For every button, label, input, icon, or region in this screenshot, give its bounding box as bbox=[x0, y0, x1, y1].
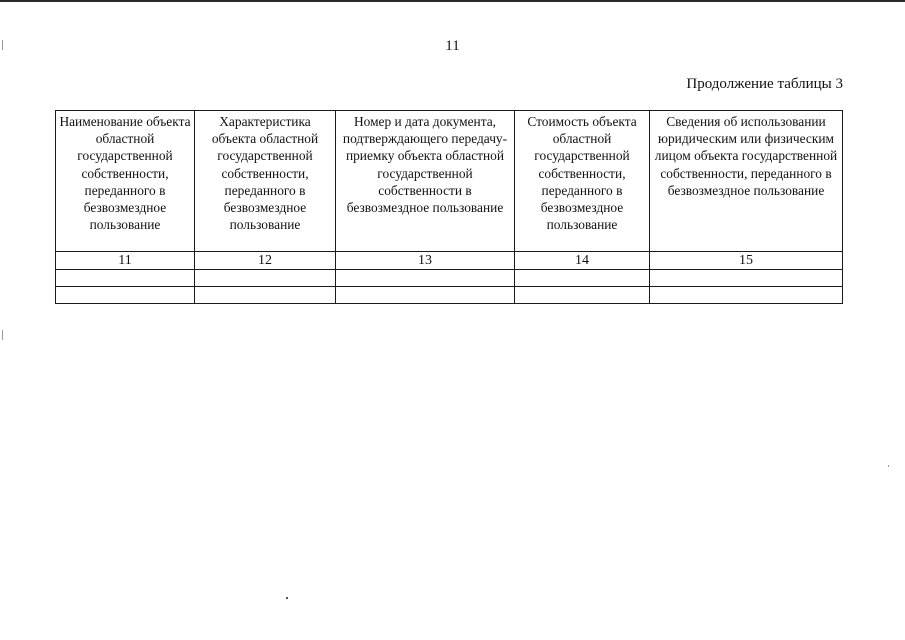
page-number: 11 bbox=[445, 38, 460, 54]
scan-speck bbox=[2, 40, 3, 50]
table-cell bbox=[650, 270, 843, 287]
column-number-cell: 14 bbox=[515, 252, 650, 270]
table-cell bbox=[195, 287, 336, 304]
table-header-row bbox=[56, 111, 843, 252]
column-header-object-name: Наименование объекта областной государственной собственности, переданного в безвозмездное пользование bbox=[56, 111, 195, 252]
data-table bbox=[55, 110, 843, 304]
column-number-cell: 15 bbox=[650, 252, 843, 270]
scan-speck bbox=[2, 330, 3, 340]
scan-speck bbox=[286, 597, 288, 599]
table-continuation-label: Продолжение таблицы 3 bbox=[686, 76, 843, 92]
table-cell bbox=[336, 287, 515, 304]
table-cell bbox=[650, 287, 843, 304]
column-header-object-value: Стоимость объекта областной государственной собственности, переданного в безвозмездное пользование bbox=[515, 111, 650, 252]
top-border-line bbox=[0, 0, 905, 2]
table-cell bbox=[515, 270, 650, 287]
column-number-row bbox=[56, 252, 843, 270]
column-number-cell: 13 bbox=[336, 252, 515, 270]
column-header-document-number-date: Номер и дата документа, подтверждающего передачу-приемку объекта областной государственной собственности в безвозмездное пользование bbox=[336, 111, 515, 252]
table-row bbox=[56, 270, 843, 287]
table-cell bbox=[336, 270, 515, 287]
column-header-object-characteristic: Характеристика объекта областной государственной собственности, переданного в безвозмездное пользование bbox=[195, 111, 336, 252]
table-cell bbox=[195, 270, 336, 287]
table-cell bbox=[56, 287, 195, 304]
column-number-cell: 11 bbox=[56, 252, 195, 270]
table-row bbox=[56, 287, 843, 304]
table-cell bbox=[515, 287, 650, 304]
scan-speck bbox=[888, 465, 889, 467]
column-number-cell: 12 bbox=[195, 252, 336, 270]
column-header-usage-info: Сведения об использовании юридическим или физическим лицом объекта государственной собственности, переданного в безвозмездное пользование bbox=[650, 111, 843, 252]
table-cell bbox=[56, 270, 195, 287]
